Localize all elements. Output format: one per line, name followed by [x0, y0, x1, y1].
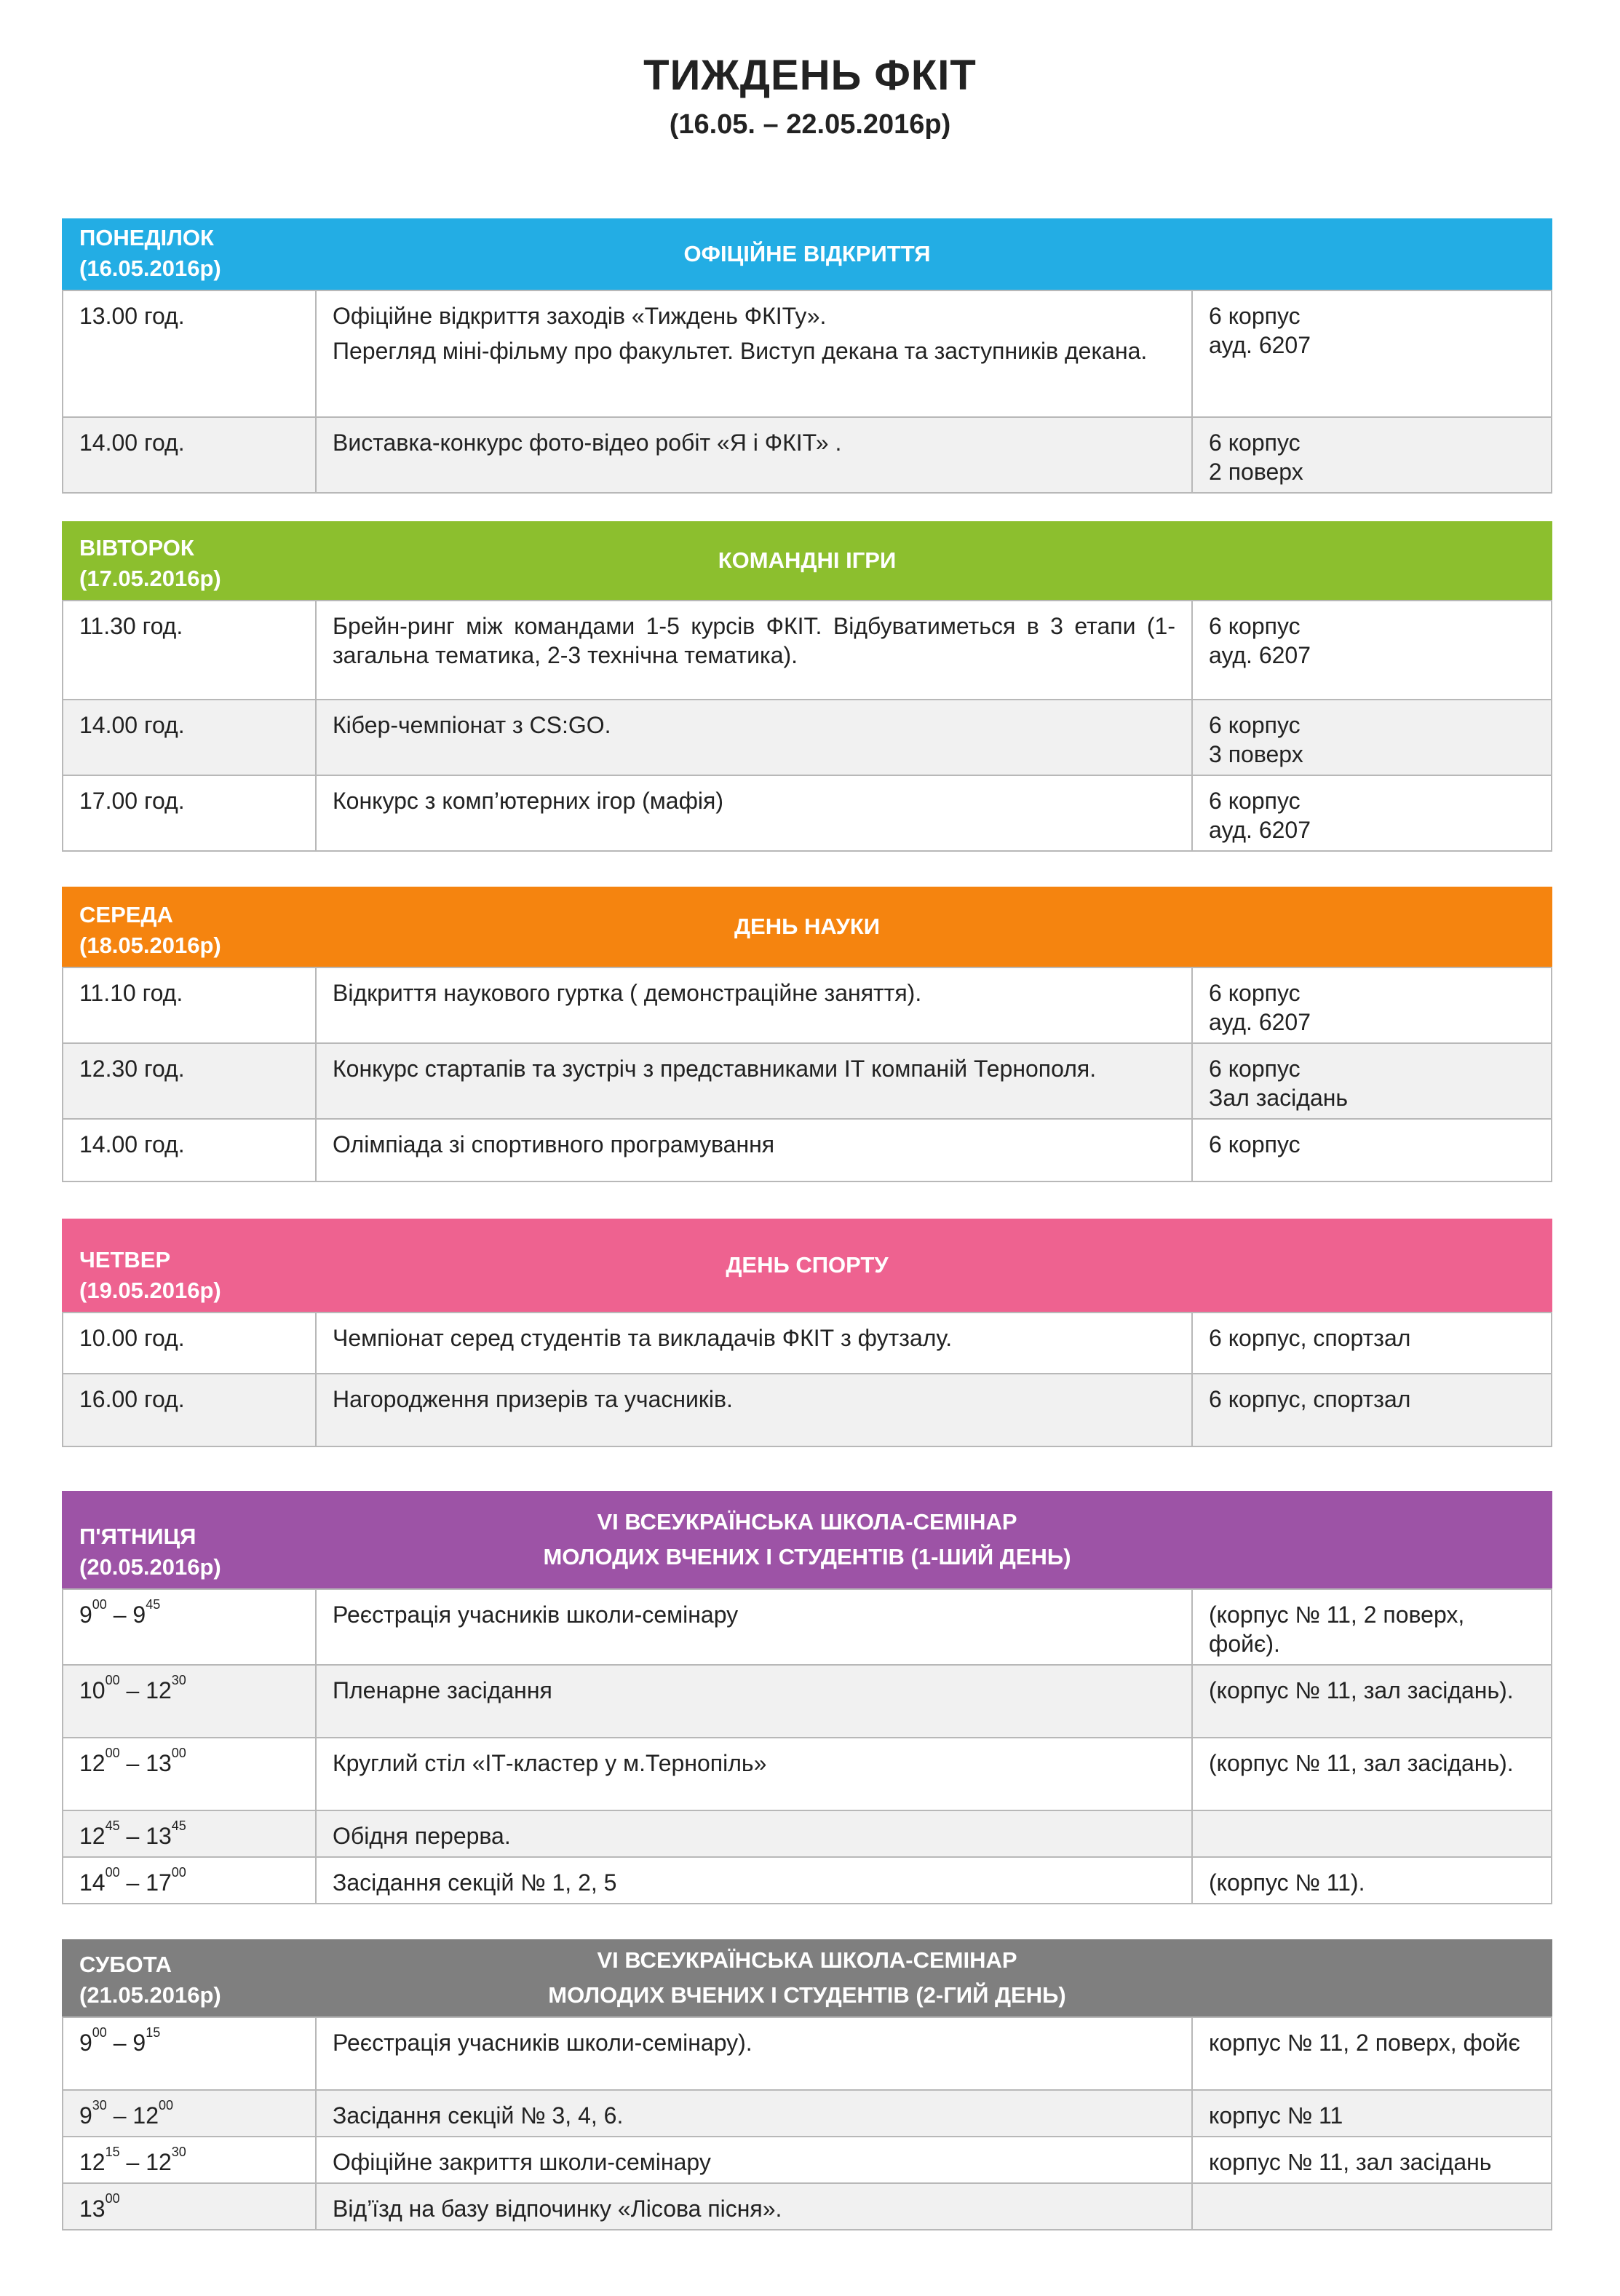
table-row: [63, 1589, 1552, 1665]
day-header: [62, 1491, 1552, 1588]
time-start-hour: 14: [79, 1869, 106, 1896]
day-theme: [315, 1939, 1552, 2016]
place-cell: [1192, 1374, 1552, 1446]
event-cell: [316, 417, 1192, 493]
day-theme-line: ОФІЦІЙНЕ ВІДКРИТТЯ: [683, 241, 931, 266]
time-start-min: 00: [92, 1597, 107, 1612]
place-cell: [1192, 1665, 1552, 1738]
event-cell: [316, 967, 1192, 1043]
event-place: 6 корпус: [1209, 1056, 1301, 1082]
place-cell: [1192, 1119, 1552, 1181]
day-date: (17.05.2016р): [79, 566, 221, 591]
event-cell: [316, 1313, 1192, 1374]
event-place: 2 поверх: [1209, 459, 1303, 485]
day-block: [62, 1219, 1552, 1447]
time-end-hour: 13: [146, 1823, 172, 1849]
event-time: 16.00 год.: [79, 1386, 185, 1412]
time-cell: [63, 1589, 316, 1665]
time-end-hour: 12: [146, 1677, 172, 1703]
time-dash: –: [106, 2030, 133, 2056]
day-date: (20.05.2016р): [79, 1554, 221, 1580]
day-date: (19.05.2016р): [79, 1278, 221, 1303]
table-row: [63, 1857, 1552, 1904]
time-start-min: 15: [105, 2145, 120, 2159]
table-row: [63, 601, 1552, 700]
event-cell: [316, 775, 1192, 851]
day-name: ПОНЕДІЛОК: [79, 225, 214, 250]
time-end-hour: 9: [132, 2030, 146, 2056]
time-start-hour: 9: [79, 1602, 92, 1628]
event-place: ауд. 6207: [1209, 1009, 1311, 1035]
time-end-hour: 12: [146, 2149, 172, 2175]
day-theme: [315, 218, 1552, 290]
time-start-hour: 9: [79, 2102, 92, 2129]
event-description: Перегляд міні-фільму про факультет. Виступ декана та заступників декана.: [333, 338, 1148, 364]
event-description: Олімпіада зі спортивного програмування: [333, 1131, 775, 1157]
time-end-min: 00: [171, 1746, 186, 1760]
event-description: Конкурс з комп’ютерних ігор (мафія): [333, 788, 724, 814]
time-dash: –: [119, 1750, 146, 1776]
day-block: [62, 521, 1552, 852]
day-name: П'ЯТНИЦЯ: [79, 1524, 196, 1549]
time-start-hour: 12: [79, 1823, 106, 1849]
event-place: 6 корпус: [1209, 712, 1301, 738]
place-cell: [1192, 967, 1552, 1043]
event-cell: [316, 1043, 1192, 1119]
day-theme: [315, 521, 1552, 600]
day-name-cell: [62, 1491, 315, 1588]
event-description: Офіційне відкриття заходів «Тиждень ФКІТу».: [333, 303, 827, 329]
day-theme-line: МОЛОДИХ ВЧЕНИХ І СТУДЕНТІВ (2-ГИЙ ДЕНЬ): [548, 1982, 1066, 2008]
event-description: Реєстрація учасників школи-семінару: [333, 1602, 739, 1628]
day-theme-line: ДЕНЬ НАУКИ: [734, 914, 881, 939]
table-row: [63, 2090, 1552, 2137]
event-place: ауд. 6207: [1209, 642, 1311, 668]
event-cell: [316, 2090, 1192, 2137]
time-end-min: 45: [171, 1818, 186, 1833]
day-block: [62, 1491, 1552, 1904]
day-theme: [315, 1491, 1552, 1588]
time-start-hour: 9: [79, 2030, 92, 2056]
place-cell: [1192, 290, 1552, 417]
event-place: 6 корпус: [1209, 788, 1301, 814]
event-place: 3 поверх: [1209, 741, 1303, 767]
events-table: [62, 1588, 1552, 1904]
event-time: 11.10 год.: [79, 980, 183, 1006]
time-cell: [63, 700, 316, 775]
time-dash: –: [106, 2102, 133, 2129]
time-cell: [63, 775, 316, 851]
day-name-cell: [62, 218, 315, 290]
time-start-hour: 10: [79, 1677, 106, 1703]
event-description: Засідання секцій № 1, 2, 5: [333, 1869, 617, 1896]
day-name-cell: [62, 887, 315, 967]
place-cell: [1192, 2137, 1552, 2183]
events-table: [62, 290, 1552, 494]
place-cell: [1192, 2183, 1552, 2230]
time-end-min: 15: [146, 2025, 161, 2040]
time-start-hour: 12: [79, 1750, 106, 1776]
time-end-hour: 13: [146, 1750, 172, 1776]
time-cell: [63, 2137, 316, 2183]
event-cell: [316, 1119, 1192, 1181]
event-time: 14.00 год.: [79, 1131, 185, 1157]
event-description: Від’їзд на базу відпочинку «Лісова пісня».: [333, 2196, 782, 2222]
day-name: СЕРЕДА: [79, 902, 173, 927]
day-name: ВІВТОРОК: [79, 535, 194, 561]
day-name-cell: [62, 1939, 315, 2016]
time-end-min: 00: [171, 1865, 186, 1880]
place-cell: [1192, 1589, 1552, 1665]
event-description: Кібер-чемпіонат з CS:GO.: [333, 712, 611, 738]
time-dash: –: [119, 1823, 146, 1849]
day-header: [62, 887, 1552, 967]
day-header: [62, 521, 1552, 600]
event-cell: [316, 601, 1192, 700]
table-row: [63, 1043, 1552, 1119]
table-row: [63, 290, 1552, 417]
table-row: [63, 2137, 1552, 2183]
place-cell: [1192, 1857, 1552, 1904]
event-description: Реєстрація учасників школи-семінару).: [333, 2030, 753, 2056]
event-time: 11.30 год.: [79, 613, 183, 639]
event-time: 17.00 год.: [79, 788, 185, 814]
event-place: (корпус № 11, 2 поверх, фойє).: [1209, 1602, 1465, 1657]
time-start-min: 00: [105, 1746, 120, 1760]
time-cell: [63, 2183, 316, 2230]
event-place: корпус № 11: [1209, 2102, 1343, 2129]
day-date: (21.05.2016р): [79, 1982, 221, 2008]
event-place: 6 корпус: [1209, 429, 1301, 456]
time-cell: [63, 417, 316, 493]
time-start-min: 00: [92, 2025, 107, 2040]
place-cell: [1192, 1043, 1552, 1119]
events-table: [62, 967, 1552, 1182]
day-header: [62, 1219, 1552, 1312]
event-cell: [316, 2137, 1192, 2183]
event-cell: [316, 1810, 1192, 1857]
day-theme-line: VI ВСЕУКРАЇНСЬКА ШКОЛА-СЕМІНАР: [597, 1509, 1017, 1535]
day-name: СУБОТА: [79, 1952, 172, 1977]
event-time: 12.30 год.: [79, 1056, 185, 1082]
event-place: (корпус № 11, зал засідань).: [1209, 1750, 1514, 1776]
events-table: [62, 600, 1552, 852]
place-cell: [1192, 700, 1552, 775]
time-cell: [63, 1738, 316, 1810]
time-cell: [63, 1043, 316, 1119]
day-theme: [315, 1219, 1552, 1312]
time-start-hour: 12: [79, 2149, 106, 2175]
time-end-hour: 17: [146, 1869, 172, 1896]
event-description: Засідання секцій № 3, 4, 6.: [333, 2102, 624, 2129]
event-cell: [316, 1589, 1192, 1665]
time-dash: –: [106, 1602, 133, 1628]
event-cell: [316, 1857, 1192, 1904]
time-end-min: 30: [171, 1673, 186, 1687]
time-cell: [63, 1313, 316, 1374]
day-theme-line: VI ВСЕУКРАЇНСЬКА ШКОЛА-СЕМІНАР: [597, 1947, 1017, 1973]
place-cell: [1192, 2017, 1552, 2090]
event-place: корпус № 11, зал засідань: [1209, 2149, 1492, 2175]
time-cell: [63, 1374, 316, 1446]
event-description: Круглий стіл «ІТ-кластер у м.Тернопіль»: [333, 1750, 767, 1776]
event-time: 13.00 год.: [79, 303, 185, 329]
time-start-hour: 13: [79, 2196, 106, 2222]
time-end-hour: 9: [132, 1602, 146, 1628]
day-block: [62, 218, 1552, 494]
time-end-min: 30: [171, 2145, 186, 2159]
table-row: [63, 775, 1552, 851]
place-cell: [1192, 775, 1552, 851]
event-place: (корпус № 11).: [1209, 1869, 1365, 1896]
place-cell: [1192, 1738, 1552, 1810]
time-start-min: 30: [92, 2098, 107, 2113]
day-theme: [315, 887, 1552, 967]
place-cell: [1192, 1810, 1552, 1857]
table-row: [63, 700, 1552, 775]
event-place: Зал засідань: [1209, 1085, 1349, 1111]
event-time: 14.00 год.: [79, 712, 185, 738]
event-place: 6 корпус: [1209, 613, 1301, 639]
day-theme-line: ДЕНЬ СПОРТУ: [726, 1252, 889, 1278]
day-name-cell: [62, 521, 315, 600]
day-block: [62, 1939, 1552, 2230]
event-description: Нагородження призерів та учасників.: [333, 1386, 733, 1412]
place-cell: [1192, 417, 1552, 493]
event-cell: [316, 2017, 1192, 2090]
time-start-min: 00: [105, 1865, 120, 1880]
table-row: [63, 1738, 1552, 1810]
time-end-min: 00: [159, 2098, 174, 2113]
day-header: [62, 218, 1552, 290]
event-time: 10.00 год.: [79, 1325, 185, 1351]
day-date: (18.05.2016р): [79, 933, 221, 958]
event-cell: [316, 1374, 1192, 1446]
time-start-min: 00: [105, 1673, 120, 1687]
event-place: 6 корпус, спортзал: [1209, 1386, 1411, 1412]
time-cell: [63, 1857, 316, 1904]
page-subtitle: (16.05. – 22.05.2016р): [669, 109, 951, 140]
event-time: 14.00 год.: [79, 429, 185, 456]
event-place: 6 корпус, спортзал: [1209, 1325, 1411, 1351]
event-cell: [316, 290, 1192, 417]
events-table: [62, 2016, 1552, 2230]
time-cell: [63, 2090, 316, 2137]
time-dash: –: [119, 2149, 146, 2175]
event-place: ауд. 6207: [1209, 332, 1311, 358]
event-cell: [316, 1665, 1192, 1738]
table-row: [63, 1374, 1552, 1446]
event-description: Відкриття наукового гуртка ( демонстраційне заняття).: [333, 980, 922, 1006]
time-cell: [63, 1810, 316, 1857]
day-header: [62, 1939, 1552, 2016]
time-start-min: 00: [105, 2191, 120, 2206]
day-block: [62, 887, 1552, 1182]
table-row: [63, 417, 1552, 493]
time-dash: –: [119, 1869, 146, 1896]
time-end-hour: 12: [132, 2102, 159, 2129]
event-place: корпус № 11, 2 поверх, фойє: [1209, 2030, 1520, 2056]
event-description: Чемпіонат серед студентів та викладачів ФКІТ з футзалу.: [333, 1325, 953, 1351]
event-description: Обідня перерва.: [333, 1823, 511, 1849]
event-place: ауд. 6207: [1209, 817, 1311, 843]
event-cell: [316, 1738, 1192, 1810]
place-cell: [1192, 601, 1552, 700]
place-cell: [1192, 2090, 1552, 2137]
event-place: (корпус № 11, зал засідань).: [1209, 1677, 1514, 1703]
page-title: ТИЖДЕНЬ ФКІТ: [643, 52, 977, 99]
table-row: [63, 1313, 1552, 1374]
time-cell: [63, 967, 316, 1043]
table-row: [63, 2017, 1552, 2090]
table-row: [63, 1810, 1552, 1857]
event-description: Пленарне засідання: [333, 1677, 552, 1703]
event-description: Виставка-конкурс фото-відео робіт «Я і ФКІТ» .: [333, 429, 842, 456]
day-name-cell: [62, 1219, 315, 1312]
day-theme-line: МОЛОДИХ ВЧЕНИХ І СТУДЕНТІВ (1-ШИЙ ДЕНЬ): [543, 1544, 1071, 1569]
event-description: Конкурс стартапів та зустріч з представниками ІТ компаній Тернополя.: [333, 1056, 1097, 1082]
event-description: Брейн-ринг між командами 1-5 курсів ФКІТ. Відбуватиметься в 3 етапи (1- загальна тематика, 2-3 технічна тематика).: [333, 613, 1175, 668]
table-row: [63, 1665, 1552, 1738]
event-description: Офіційне закриття школи-семінару: [333, 2149, 711, 2175]
table-row: [63, 967, 1552, 1043]
day-name: ЧЕТВЕР: [79, 1247, 171, 1272]
time-start-min: 45: [105, 1818, 120, 1833]
day-theme-line: КОМАНДНІ ІГРИ: [718, 547, 897, 573]
events-table: [62, 1312, 1552, 1447]
time-cell: [63, 1665, 316, 1738]
time-cell: [63, 601, 316, 700]
event-place: 6 корпус: [1209, 303, 1301, 329]
table-row: [63, 2183, 1552, 2230]
event-place: 6 корпус: [1209, 980, 1301, 1006]
event-cell: [316, 2183, 1192, 2230]
event-cell: [316, 700, 1192, 775]
table-row: [63, 1119, 1552, 1181]
time-cell: [63, 1119, 316, 1181]
time-cell: [63, 2017, 316, 2090]
time-cell: [63, 290, 316, 417]
event-place: 6 корпус: [1209, 1131, 1301, 1157]
day-date: (16.05.2016р): [79, 256, 221, 281]
time-end-min: 45: [146, 1597, 161, 1612]
time-dash: –: [119, 1677, 146, 1703]
place-cell: [1192, 1313, 1552, 1374]
